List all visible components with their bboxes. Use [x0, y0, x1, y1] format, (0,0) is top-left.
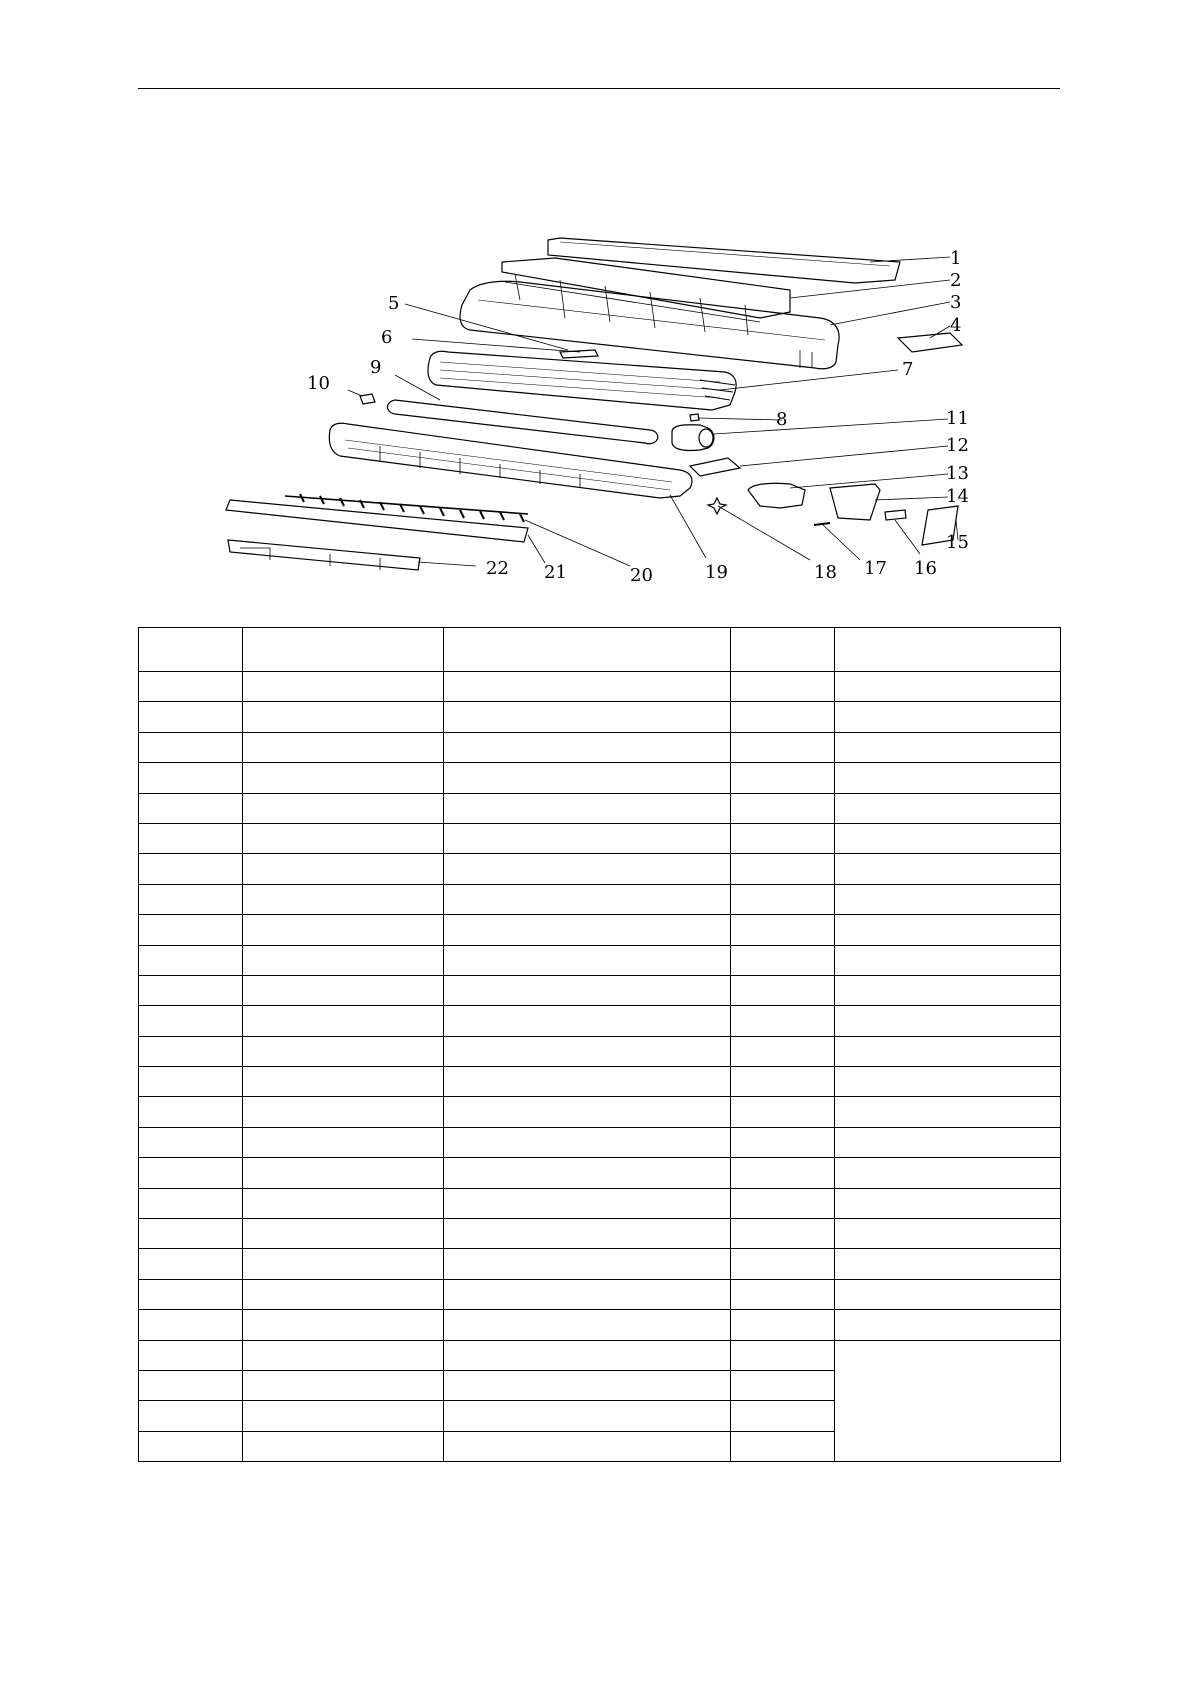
header-cell: [835, 628, 1061, 672]
table-cell: [444, 1249, 731, 1279]
table-row: [139, 915, 1061, 945]
table-cell: [835, 793, 1061, 823]
callout-12: 12: [946, 435, 969, 456]
table-cell: [243, 1249, 444, 1279]
callout-20: 20: [630, 565, 653, 586]
table-cell: [444, 1279, 731, 1309]
table-cell: [243, 1219, 444, 1249]
table-cell: [243, 1036, 444, 1066]
callout-3: 3: [950, 292, 962, 313]
table-cell: [835, 1097, 1061, 1127]
merged-remarks-cell: [835, 1340, 1061, 1462]
table-cell: [835, 854, 1061, 884]
table-cell: [444, 1401, 731, 1431]
table-cell: [444, 1097, 731, 1127]
table-cell: [731, 1127, 835, 1157]
table-cell: [731, 1006, 835, 1036]
table-cell: [444, 854, 731, 884]
part-base: [329, 423, 692, 498]
table-cell: [731, 672, 835, 702]
header-cell: [444, 628, 731, 672]
header-cell: [139, 628, 243, 672]
table-cell: [835, 672, 1061, 702]
table-cell: [444, 1127, 731, 1157]
table-cell: [139, 1401, 243, 1431]
table-cell: [139, 702, 243, 732]
table-cell: [731, 1158, 835, 1188]
table-row: [139, 945, 1061, 975]
table-cell: [731, 1219, 835, 1249]
part-fan: [388, 400, 658, 444]
callout-5: 5: [388, 293, 400, 314]
table-cell: [835, 1279, 1061, 1309]
part-terminal: [885, 510, 906, 520]
table-cell: [835, 884, 1061, 914]
table-cell: [444, 884, 731, 914]
table-cell: [444, 672, 731, 702]
header-cell: [731, 628, 835, 672]
table-cell: [243, 1188, 444, 1218]
table-cell: [731, 1431, 835, 1461]
table-row: [139, 975, 1061, 1005]
table-row: [139, 884, 1061, 914]
table-cell: [243, 854, 444, 884]
table-cell: [139, 732, 243, 762]
callout-4: 4: [950, 315, 962, 336]
table-row: [139, 1279, 1061, 1309]
table-cell: [139, 1127, 243, 1157]
table-row: [139, 732, 1061, 762]
table-cell: [139, 1279, 243, 1309]
table-cell: [139, 793, 243, 823]
table-cell: [731, 793, 835, 823]
table-cell: [444, 823, 731, 853]
table-body: [139, 672, 1061, 1462]
table-cell: [835, 945, 1061, 975]
table-cell: [243, 732, 444, 762]
table-cell: [731, 1249, 835, 1279]
table-row: [139, 1249, 1061, 1279]
table-cell: [444, 702, 731, 732]
table-cell: [731, 884, 835, 914]
callout-22: 22: [486, 558, 509, 579]
table-cell: [444, 732, 731, 762]
table-cell: [139, 1158, 243, 1188]
part-electric-box: [748, 483, 805, 508]
table-cell: [243, 1006, 444, 1036]
table-row: [139, 702, 1061, 732]
table-cell: [444, 1431, 731, 1461]
table-cell: [835, 1036, 1061, 1066]
table-cell: [243, 1401, 444, 1431]
table-cell: [139, 1310, 243, 1340]
table-cell: [243, 1127, 444, 1157]
table-cell: [731, 763, 835, 793]
table-cell: [139, 1036, 243, 1066]
table-cell: [835, 1067, 1061, 1097]
table-cell: [444, 793, 731, 823]
table-cell: [243, 945, 444, 975]
table-row: [139, 672, 1061, 702]
table-cell: [243, 793, 444, 823]
table-cell: [731, 1279, 835, 1309]
table-cell: [731, 1067, 835, 1097]
callout-19: 19: [705, 562, 728, 583]
table-cell: [139, 1219, 243, 1249]
table-cell: [243, 763, 444, 793]
callout-16: 16: [914, 558, 937, 579]
table-cell: [835, 915, 1061, 945]
table-cell: [731, 975, 835, 1005]
table-cell: [139, 884, 243, 914]
table-row: [139, 793, 1061, 823]
table-row: [139, 1310, 1061, 1340]
table-row: [139, 1036, 1061, 1066]
table-cell: [444, 975, 731, 1005]
table-cell: [835, 732, 1061, 762]
table-cell: [243, 1340, 444, 1370]
callout-15: 15: [946, 532, 969, 553]
table-cell: [731, 1188, 835, 1218]
part-bearing: [360, 394, 375, 404]
table-cell: [139, 1188, 243, 1218]
table-row: [139, 1219, 1061, 1249]
callout-17: 17: [864, 558, 887, 579]
table-cell: [139, 854, 243, 884]
table-cell: [835, 1310, 1061, 1340]
table-cell: [731, 854, 835, 884]
table-cell: [444, 1158, 731, 1188]
table-cell: [139, 763, 243, 793]
table-cell: [444, 915, 731, 945]
table-cell: [139, 1097, 243, 1127]
table-cell: [731, 1036, 835, 1066]
table-cell: [835, 975, 1061, 1005]
callout-21: 21: [544, 562, 567, 583]
table-row: [139, 1097, 1061, 1127]
table-cell: [444, 1036, 731, 1066]
table-cell: [243, 975, 444, 1005]
table-cell: [731, 915, 835, 945]
table-cell: [731, 945, 835, 975]
table-cell: [243, 1310, 444, 1340]
table-cell: [139, 915, 243, 945]
table-cell: [243, 823, 444, 853]
table-row: [139, 823, 1061, 853]
table-cell: [444, 763, 731, 793]
callout-2: 2: [950, 270, 962, 291]
table-cell: [243, 1097, 444, 1127]
table-cell: [444, 1067, 731, 1097]
callout-11: 11: [946, 408, 969, 429]
table-cell: [139, 945, 243, 975]
part-pipe-holder: [228, 540, 420, 570]
table-cell: [444, 1188, 731, 1218]
table-cell: [139, 1006, 243, 1036]
parts-table: [138, 627, 1061, 1462]
table-row: [139, 1006, 1061, 1036]
table-cell: [835, 1249, 1061, 1279]
callout-18: 18: [814, 562, 837, 583]
table-row: [139, 1067, 1061, 1097]
part-clip: [690, 414, 699, 421]
callout-8: 8: [776, 409, 788, 430]
callout-labels: [307, 248, 969, 586]
table-cell: [139, 1370, 243, 1400]
table-row: [139, 1127, 1061, 1157]
table-cell: [243, 672, 444, 702]
table-cell: [835, 823, 1061, 853]
callout-9: 9: [370, 357, 382, 378]
table-cell: [731, 1401, 835, 1431]
table-cell: [139, 1067, 243, 1097]
callout-14: 14: [946, 486, 969, 507]
table-cell: [444, 1006, 731, 1036]
table-cell: [444, 1219, 731, 1249]
header-cell: [243, 628, 444, 672]
table-cell: [139, 1249, 243, 1279]
part-star: [708, 498, 726, 514]
part-box-cover: [830, 484, 880, 520]
callout-6: 6: [381, 327, 393, 348]
callout-7: 7: [902, 359, 914, 380]
table-cell: [731, 1097, 835, 1127]
table-cell: [139, 823, 243, 853]
table-cell: [835, 702, 1061, 732]
table-cell: [243, 1158, 444, 1188]
table-cell: [835, 1127, 1061, 1157]
table-cell: [731, 823, 835, 853]
table-cell: [243, 702, 444, 732]
table-cell: [243, 1431, 444, 1461]
table-cell: [243, 1370, 444, 1400]
table-cell: [835, 1158, 1061, 1188]
table-cell: [139, 975, 243, 1005]
exploded-view-diagram: [0, 0, 1190, 600]
table-cell: [444, 1370, 731, 1400]
table-cell: [139, 1431, 243, 1461]
callout-13: 13: [946, 463, 969, 484]
part-motor-clamp: [690, 458, 740, 476]
table-row: [139, 1158, 1061, 1188]
table-cell: [139, 1340, 243, 1370]
table-cell: [731, 732, 835, 762]
table-row: [139, 1188, 1061, 1218]
table-cell: [835, 1188, 1061, 1218]
table-cell: [731, 702, 835, 732]
table-cell: [243, 1279, 444, 1309]
table-cell: [139, 672, 243, 702]
part-front-housing: [460, 281, 839, 368]
callout-10: 10: [307, 373, 330, 394]
table-row: [139, 854, 1061, 884]
table-cell: [444, 1310, 731, 1340]
table-row: [139, 1340, 1061, 1370]
table-row: [139, 763, 1061, 793]
table-cell: [731, 1340, 835, 1370]
table-cell: [243, 884, 444, 914]
table-cell: [731, 1370, 835, 1400]
table-cell: [444, 945, 731, 975]
parts-drawing: [226, 238, 962, 570]
table-header: [139, 628, 1061, 672]
table-cell: [243, 915, 444, 945]
part-horizontal-louver: [226, 500, 528, 542]
table-cell: [243, 1067, 444, 1097]
table-cell: [444, 1340, 731, 1370]
callout-1: 1: [950, 248, 962, 269]
table-cell: [731, 1310, 835, 1340]
table-cell: [835, 1006, 1061, 1036]
table-cell: [835, 763, 1061, 793]
table-cell: [835, 1219, 1061, 1249]
